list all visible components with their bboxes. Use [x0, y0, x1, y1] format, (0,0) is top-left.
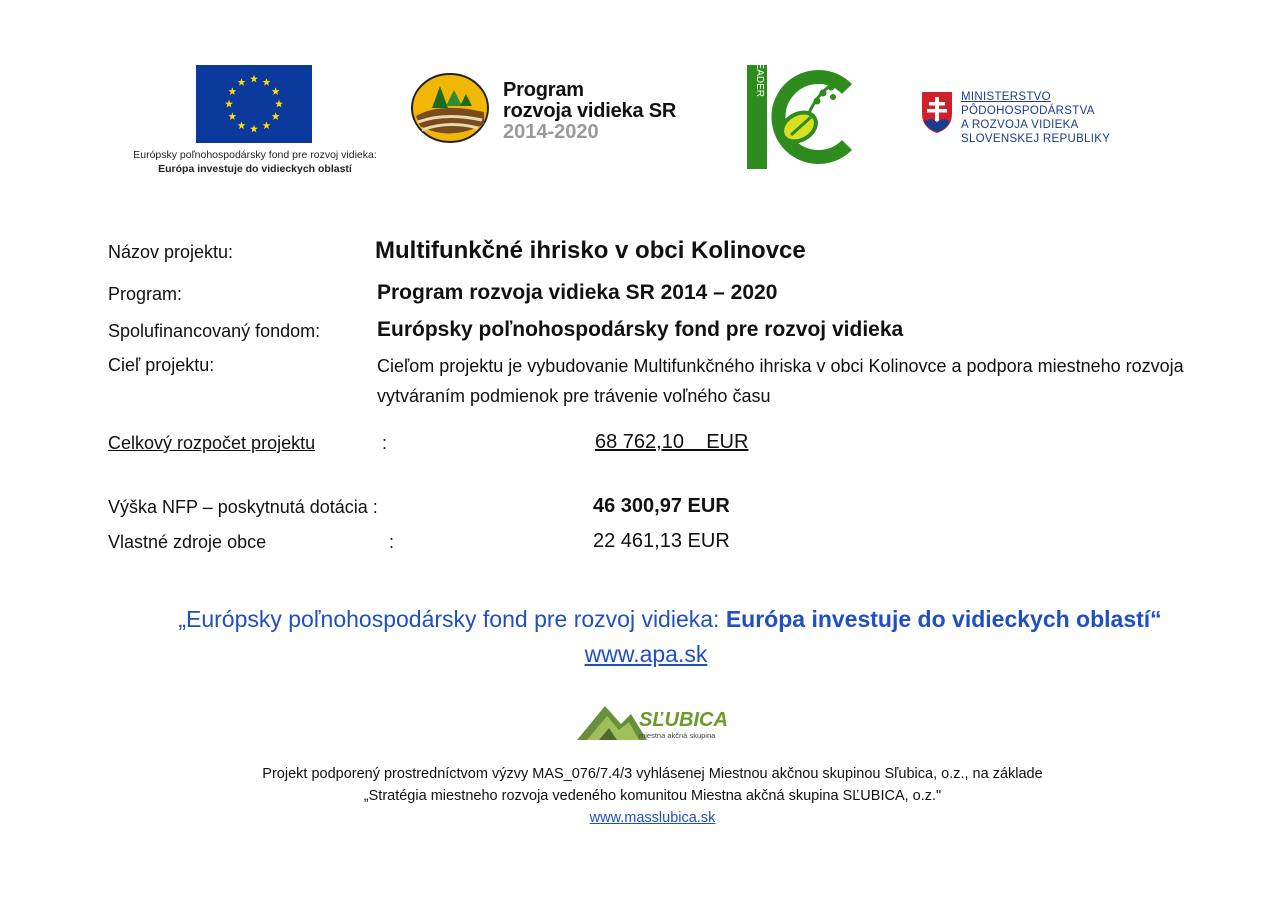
eu-star-icon	[228, 87, 236, 95]
prv-line2: rozvoja vidieka SR	[503, 100, 677, 122]
eu-star-icon	[228, 112, 236, 120]
slogan-part2: Európa investuje do vidieckych oblastí“	[725, 606, 1162, 632]
eu-star-icon	[250, 125, 258, 133]
eu-star-icon	[238, 121, 246, 129]
eu-flag-icon	[196, 65, 312, 143]
footer-line2: „Stratégia miestneho rozvoja vedeného komunitou Miestna akčná skupina SĽUBICA, o.z."	[363, 788, 942, 804]
eu-caption-line2: Európa investuje do vidieckych oblastí	[158, 163, 352, 175]
footer-link[interactable]: www.masslubica.sk	[589, 810, 716, 826]
eu-star-icon	[238, 78, 246, 86]
eu-star-icon	[225, 100, 233, 108]
program-value: Program rozvoja vidieka SR 2014 – 2020	[377, 281, 778, 304]
ministry-line3: A ROZVOJA VIDIEKA	[961, 119, 1079, 131]
ministry-line4: SLOVENSKEJ REPUBLIKY	[961, 133, 1111, 145]
slubica-mountain-logo-icon	[577, 700, 727, 744]
leader-text: LEADER	[754, 65, 765, 98]
prv-emblem-icon	[410, 72, 490, 144]
nfp-value: 46 300,97 EUR	[593, 495, 730, 517]
prv-line3: 2014-2020	[503, 121, 599, 143]
eu-star-icon	[272, 87, 280, 95]
eu-caption	[100, 148, 410, 176]
eu-star-icon	[250, 75, 258, 83]
slubica-name: SĽUBICA	[639, 709, 727, 731]
apa-link[interactable]: www.apa.sk	[584, 641, 708, 667]
budget-label: Celkový rozpočet projektu	[108, 433, 316, 453]
fund-label: Spolufinancovaný fondom:	[108, 321, 321, 341]
program-label: Program:	[108, 284, 183, 304]
own-sources-value: 22 461,13 EUR	[593, 530, 730, 552]
ministry-line2: PÔDOHOSPODÁRSTVA	[961, 105, 1095, 117]
eu-star-icon	[263, 78, 271, 86]
footer	[0, 763, 1280, 829]
own-sources-label: Vlastné zdroje obce	[108, 532, 267, 552]
goal-label: Cieľ projektu:	[108, 355, 215, 375]
footer-line1: Projekt podporený prostredníctvom výzvy MAS_076/7.4/3 vyhlásenej Miestnou akčnou skupinou Sľubica, o.z., na základe	[262, 766, 1043, 782]
fund-value: Európsky poľnohospodársky fond pre rozvoj vidieka	[377, 318, 904, 341]
eu-caption-line1: Európsky poľnohospodársky fond pre rozvoj vidieka:	[133, 149, 377, 161]
own-sources-colon: :	[389, 532, 395, 552]
slogan	[0, 606, 1280, 633]
slovak-coat-of-arms-icon	[920, 90, 954, 134]
project-name-value: Multifunkčné ihrisko v obci Kolinovce	[375, 237, 806, 264]
nfp-label: Výška NFP – poskytnutá dotácia :	[108, 497, 378, 517]
budget-colon: :	[382, 433, 388, 453]
eu-star-icon	[263, 121, 271, 129]
slubica-tagline: miestna akčná skupina	[639, 731, 716, 740]
eu-star-icon	[272, 112, 280, 120]
eu-stars	[196, 65, 312, 143]
budget-value: 68 762,10 EUR	[595, 431, 749, 453]
ministry-line1: MINISTERSTVO	[961, 91, 1051, 103]
prv-line1: Program	[503, 79, 584, 101]
goal-value: Cieľom projektu je vybudovanie Multifunkčného ihriska v obci Kolinovce a podpora miestneho rozvoja vytváraním podmienok pre trávenie voľného času	[377, 356, 1184, 406]
project-name-label: Názov projektu:	[108, 242, 234, 262]
eu-star-icon	[275, 100, 283, 108]
ministry-text	[961, 90, 1110, 146]
leader-logo-icon	[747, 65, 853, 169]
slogan-part1: „Európsky poľnohospodársky fond pre rozvoj vidieka:	[178, 606, 726, 632]
prv-text	[503, 80, 676, 143]
